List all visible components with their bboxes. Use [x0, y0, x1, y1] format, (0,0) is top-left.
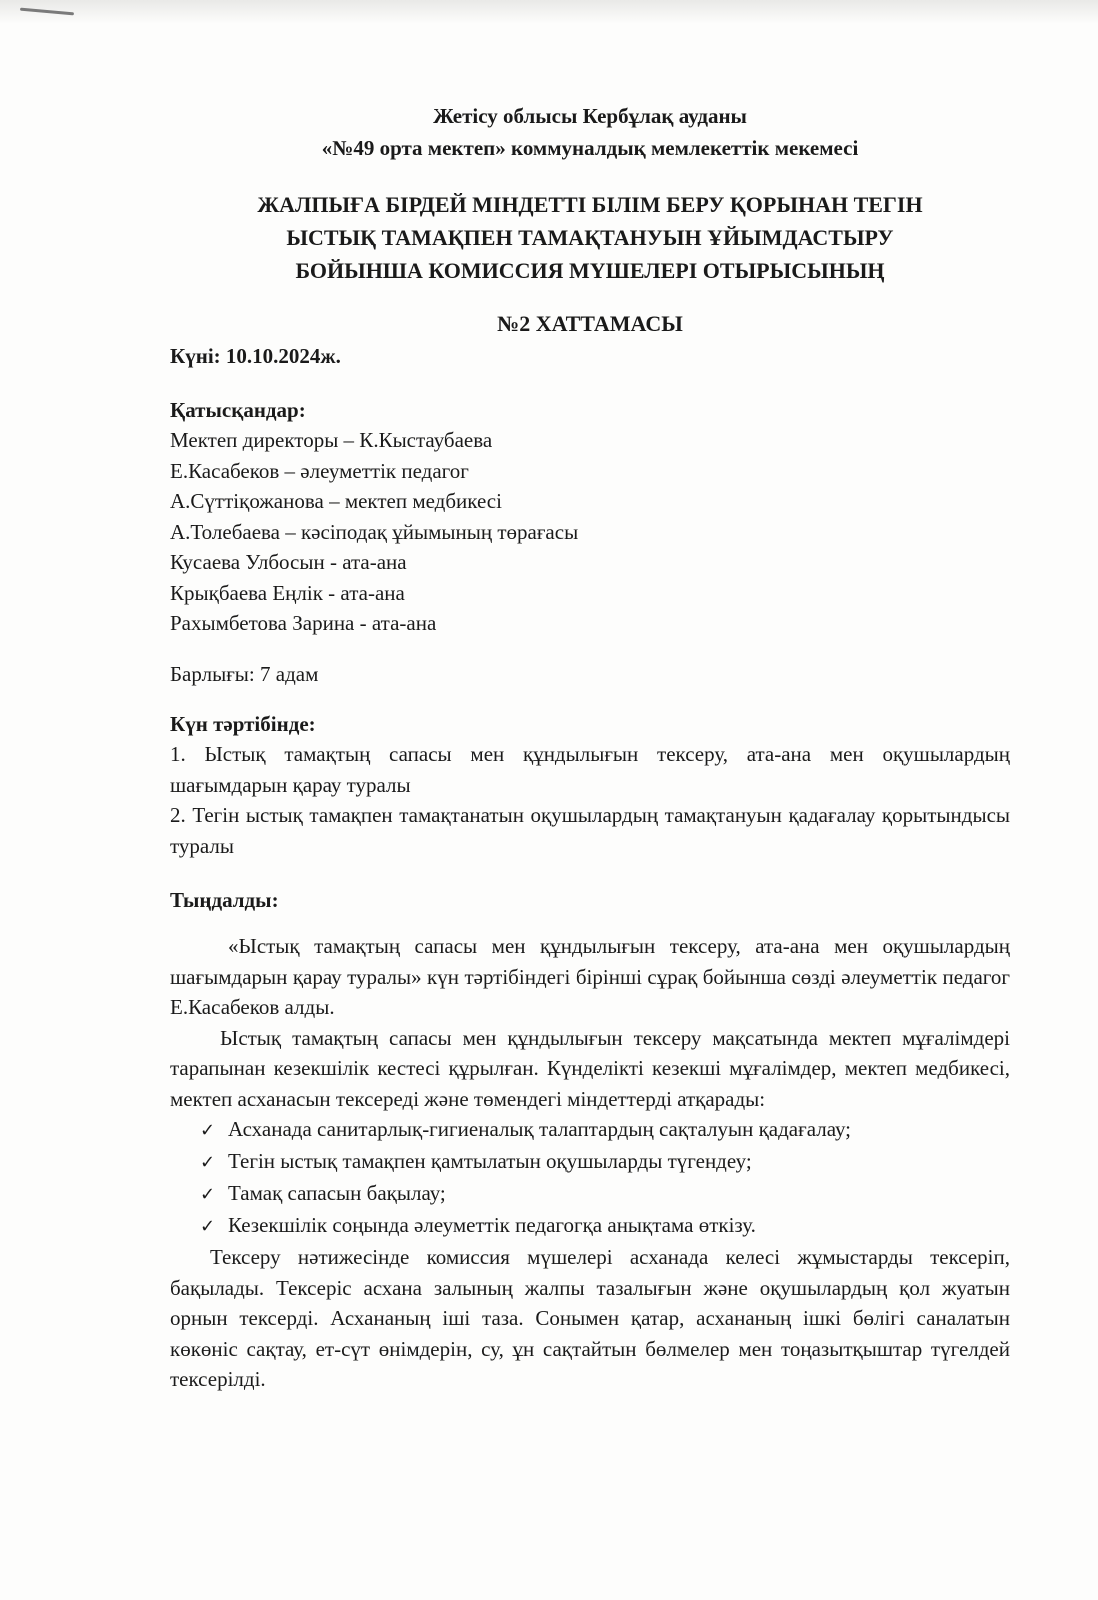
duty-item [200, 1178, 1010, 1210]
duty-text: Тамақ сапасын бақылау; [228, 1181, 446, 1205]
participant-item: Крықбаева Еңлік - ата-ана [170, 580, 405, 605]
duty-item [200, 1114, 1010, 1146]
listened-heading: Тыңдалды: [170, 888, 279, 912]
title-line: ЖАЛПЫҒА БІРДЕЙ МІНДЕТТІ БІЛІМ БЕРУ ҚОРЫНАН ТЕГІН [257, 192, 923, 217]
title-line: ЫСТЫҚ ТАМАҚПЕН ТАМАҚТАНУЫН ҰЙЫМДАСТЫРУ [286, 225, 894, 250]
duty-item [200, 1210, 1010, 1242]
participant-item: Е.Касабеков – әлеуметтік педагог [170, 458, 469, 483]
agenda-item: 1. Ыстық тамақтың сапасы мен құндылығын тексеру, ата-ана мен оқушылардың шағымдарын қарау туралы [170, 742, 1010, 797]
participant-item: Кусаева Улбосын - ата-ана [170, 550, 407, 574]
participant-item: А.Сүттіқожанова – мектеп медбикесі [170, 489, 502, 513]
participant-item: Мектеп директоры – К.Кыстаубаева [170, 428, 493, 452]
participants-total: Барлығы: 7 адам [170, 661, 319, 686]
document-content [170, 100, 1010, 1395]
duty-text: Тегін ыстық тамақпен қамтылатын оқушыларды түгендеу; [228, 1149, 752, 1173]
check-mark-icon: ✓ [200, 1152, 216, 1173]
agenda-heading: Күн тәртібінде: [170, 712, 316, 736]
meeting-date: Күні: 10.10.2024ж. [170, 344, 341, 368]
agenda-item: 2. Тегін ыстық тамақпен тамақтанатын оқушылардың тамақтануын қадағалау қорытындысы туралы [170, 803, 1010, 858]
duty-text: Асханада санитарлық-гигиеналық талаптардың сақталуын қадағалау; [228, 1117, 852, 1141]
page-top-shadow [0, 0, 1098, 24]
organization-region: Жетісу облысы Кербұлақ ауданы [433, 104, 747, 128]
listened-paragraph: «Ыстық тамақтың сапасы мен құндылығын тексеру, ата-ана мен оқушылардың шағымдарын қарау туралы» күн тәртібіндегі бірінші сұрақ бойынша сөзді әлеуметтік педагог Е.Касабеков алды. [170, 934, 1010, 1019]
protocol-number: №2 ХАТТАМАСЫ [497, 311, 683, 336]
check-mark-icon: ✓ [200, 1120, 216, 1141]
duty-item [200, 1146, 1010, 1178]
participants-list [170, 425, 1010, 639]
participant-item: Рахымбетова Зарина - ата-ана [170, 611, 437, 635]
duties-list [170, 1114, 1010, 1242]
duty-text: Кезекшілік соңында әлеуметтік педагогқа анықтама өткізу. [228, 1213, 756, 1237]
participant-item: А.Толебаева – кәсіподақ ұйымының төрағасы [170, 519, 579, 544]
listened-paragraph: Ыстық тамақтың сапасы мен құндылығын тексеру мақсатында мектеп мұғалімдері тарапынан кезекшілік кестесі құрылған. Күнделікті кезекші мұғалімдер, мектеп медбикесі, мектеп асханасын тексереді және төмендегі міндеттерді атқарады: [170, 1025, 1010, 1111]
title-line: БОЙЫНША КОМИССИЯ МҮШЕЛЕРІ ОТЫРЫСЫНЫҢ [295, 258, 885, 283]
document-title [170, 188, 1010, 287]
participants-heading: Қатысқандар: [170, 398, 306, 422]
organization-name: «№49 орта мектеп» коммуналдық мемлекеттік мекемесі [321, 136, 859, 160]
check-mark-icon: ✓ [200, 1216, 216, 1237]
check-mark-icon: ✓ [200, 1184, 216, 1205]
listened-paragraph: Тексеру нәтижесінде комиссия мүшелері асханада келесі жұмыстарды тексеріп, бақылады. Тексеріс асхана залының жалпы тазалығын және оқушылардың қол жуатын орнын тексерді. Асхананың іші таза. Сонымен қатар, асхананың ішкі бөлігі саналатын көкөніс сақтау, ет-сүт өнімдерін, су, ұн сақтайтын бөлмелер мен тоңазытқыштар түгелдей тексерілді. [170, 1245, 1010, 1391]
